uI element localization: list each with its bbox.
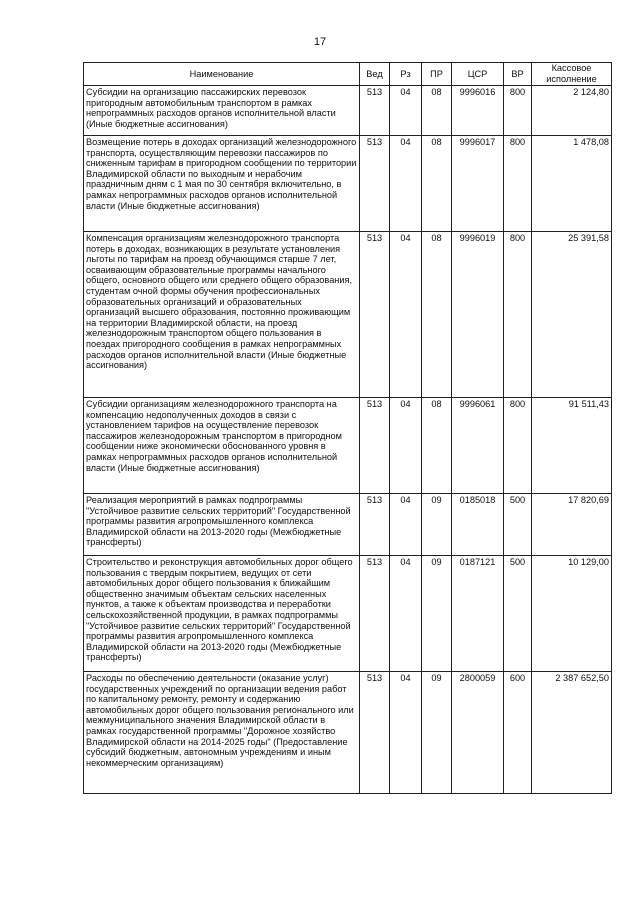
cell-csr: 2800059	[452, 672, 504, 794]
cell-amount: 25 391,58	[532, 232, 612, 398]
cell-rz: 04	[390, 86, 422, 136]
cell-amount: 2 124,80	[532, 86, 612, 136]
header-rz: Рз	[390, 63, 422, 86]
cell-name: Расходы по обеспечению деятельности (оказание услуг) государственных учреждений по организации ведения работ по капитальному ремонту, ремонту и содержанию автомобильных дорог общего пользования регионального или межмуниципального значения Владимирской области в рамках государственной программы "Дорожное хозяйство Владимирской области на 2014-2025 годы" (Предоставление субсидий бюджетным, автономным учреждениям и иным некоммерческим организациям)	[84, 672, 360, 794]
cell-ved: 513	[360, 232, 390, 398]
cell-rz: 04	[390, 556, 422, 672]
cell-name: Строительство и реконструкция автомобильных дорог общего пользования с твердым покрытием, ведущих от сети автомобильных дорог общего пользования к ближайшим общественно значимым объектам сельских населенных пунктов, а также к объектам производства и переработки сельскохозяйственной продукции, в рамках подпрограммы "Устойчивое развитие сельских территорий" Государственной программы развития агропромышленного комплекса Владимирской области на 2013-2020 годы (Межбюджетные трансферты)	[84, 556, 360, 672]
cell-pr: 08	[422, 232, 452, 398]
cell-amount: 1 478,08	[532, 136, 612, 232]
cell-rz: 04	[390, 672, 422, 794]
table-row	[84, 136, 612, 232]
header-pr: ПР	[422, 63, 452, 86]
cell-csr: 9996017	[452, 136, 504, 232]
cell-name: Реализация мероприятий в рамках подпрограммы "Устойчивое развитие сельских территорий" Государственной программы развития агропромышленного комплекса Владимирской области на 2013-2020 годы (Межбюджетные трансферты)	[84, 494, 360, 556]
cell-rz: 04	[390, 136, 422, 232]
cell-vr: 800	[504, 232, 532, 398]
table-row	[84, 494, 612, 556]
header-csr: ЦСР	[452, 63, 504, 86]
cell-csr: 9996016	[452, 86, 504, 136]
header-amount: Кассовое исполнение	[532, 63, 612, 86]
cell-amount: 2 387 652,50	[532, 672, 612, 794]
table-row	[84, 672, 612, 794]
cell-name: Субсидии организациям железнодорожного транспорта на компенсацию недополученных доходов в связи с установлением тарифов на осуществление перевозок пассажиров железнодорожным транспортом в пригородном сообщении ниже экономически обоснованного уровня в рамках непрограммных расходов органов исполнительной власти (Иные бюджетные ассигнования)	[84, 398, 360, 494]
budget-table	[83, 62, 612, 794]
cell-amount: 91 511,43	[532, 398, 612, 494]
cell-amount: 17 820,69	[532, 494, 612, 556]
table-row	[84, 86, 612, 136]
cell-rz: 04	[390, 232, 422, 398]
cell-vr: 800	[504, 136, 532, 232]
cell-csr: 9996061	[452, 398, 504, 494]
cell-rz: 04	[390, 398, 422, 494]
cell-pr: 08	[422, 398, 452, 494]
cell-pr: 08	[422, 86, 452, 136]
cell-pr: 08	[422, 136, 452, 232]
header-vr: ВР	[504, 63, 532, 86]
cell-pr: 09	[422, 672, 452, 794]
cell-pr: 09	[422, 494, 452, 556]
cell-ved: 513	[360, 556, 390, 672]
cell-ved: 513	[360, 672, 390, 794]
cell-vr: 600	[504, 672, 532, 794]
cell-ved: 513	[360, 398, 390, 494]
page-number: 17	[313, 36, 327, 48]
cell-vr: 500	[504, 494, 532, 556]
table-header-row	[84, 63, 612, 86]
cell-name: Возмещение потерь в доходах организаций железнодорожного транспорта, осуществляющим перевозки пассажиров по сниженным тарифам в пригородном сообщении по территории Владимирской области по выходным и нерабочим праздничным дням с 1 мая по 30 сентября включительно, в рамках непрограммных расходов органов исполнительной власти (Иные бюджетные ассигнования)	[84, 136, 360, 232]
cell-rz: 04	[390, 494, 422, 556]
header-name: Наименование	[84, 63, 360, 86]
header-ved: Вед	[360, 63, 390, 86]
cell-vr: 800	[504, 86, 532, 136]
cell-ved: 513	[360, 494, 390, 556]
cell-name: Субсидии на организацию пассажирских перевозок пригородным автомобильным транспортом в рамках непрограммных расходов органов исполнительной власти (Иные бюджетные ассигнования)	[84, 86, 360, 136]
cell-csr: 0187121	[452, 556, 504, 672]
table-row	[84, 556, 612, 672]
cell-ved: 513	[360, 136, 390, 232]
table-row	[84, 232, 612, 398]
table-row	[84, 398, 612, 494]
cell-csr: 9996019	[452, 232, 504, 398]
cell-csr: 0185018	[452, 494, 504, 556]
cell-vr: 500	[504, 556, 532, 672]
cell-vr: 800	[504, 398, 532, 494]
cell-amount: 10 129,00	[532, 556, 612, 672]
cell-name: Компенсация организациям железнодорожного транспорта потерь в доходах, возникающих в результате установления льготы по тарифам на проезд обучающимся старше 7 лет, осваивающим образовательные программы начального общего, основного общего или среднего общего образования, студентам очной формы обучения профессиональных образовательных организаций и образовательных организаций высшего образования, постоянно проживающим на территории Владимирской области, на проезд железнодорожным транспортом общего пользования в поездах пригородного сообщения в рамках непрограммных расходов органов исполнительной власти (Иные бюджетные ассигнования)	[84, 232, 360, 398]
cell-pr: 09	[422, 556, 452, 672]
cell-ved: 513	[360, 86, 390, 136]
